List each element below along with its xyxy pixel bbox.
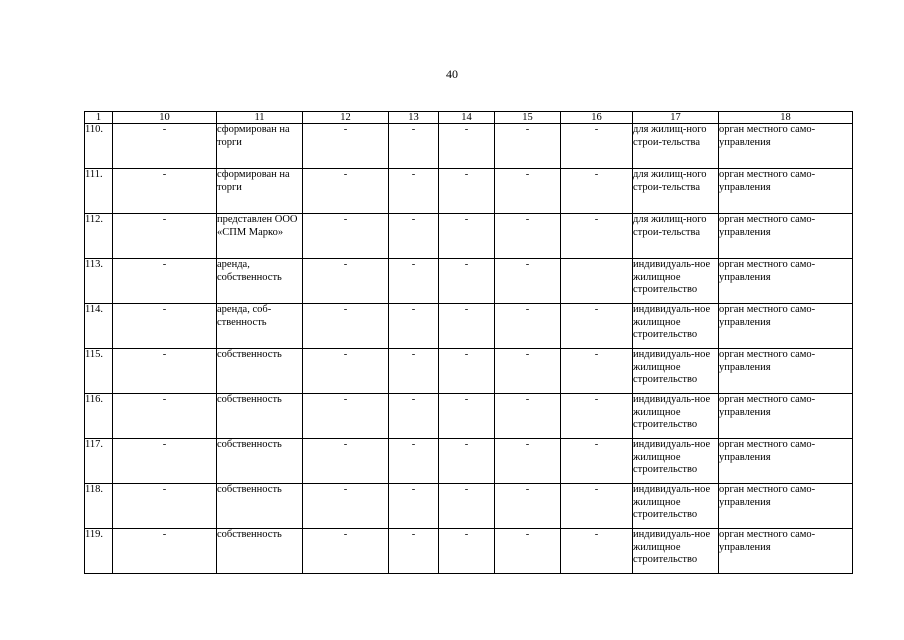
cell-col-18: орган местного само-управления <box>719 259 853 304</box>
row-number: 112. <box>85 214 113 259</box>
cell-col-15: - <box>495 484 561 529</box>
cell-col-14: - <box>439 349 495 394</box>
cell-col-10: - <box>113 124 217 169</box>
row-number: 117. <box>85 439 113 484</box>
cell-col-11: собственность <box>217 529 303 574</box>
cell-col-11: собственность <box>217 394 303 439</box>
cell-col-13: - <box>389 259 439 304</box>
cell-col-15: - <box>495 259 561 304</box>
cell-col-18: орган местного само-управления <box>719 349 853 394</box>
cell-col-12: - <box>303 349 389 394</box>
cell-col-12: - <box>303 124 389 169</box>
cell-col-16: - <box>561 484 633 529</box>
column-header-17: 17 <box>633 112 719 124</box>
cell-col-18: орган местного само-управления <box>719 124 853 169</box>
column-header-11: 11 <box>217 112 303 124</box>
cell-col-15: - <box>495 169 561 214</box>
cell-col-10: - <box>113 439 217 484</box>
row-number: 116. <box>85 394 113 439</box>
cell-col-12: - <box>303 304 389 349</box>
cell-col-14: - <box>439 124 495 169</box>
column-header-12: 12 <box>303 112 389 124</box>
cell-col-11: собственность <box>217 439 303 484</box>
cell-col-12: - <box>303 484 389 529</box>
cell-col-18: орган местного само-управления <box>719 439 853 484</box>
cell-col-14: - <box>439 214 495 259</box>
cell-col-12: - <box>303 214 389 259</box>
cell-col-13: - <box>389 124 439 169</box>
column-header-15: 15 <box>495 112 561 124</box>
cell-col-15: - <box>495 214 561 259</box>
cell-col-15: - <box>495 439 561 484</box>
cell-col-13: - <box>389 214 439 259</box>
cell-col-13: - <box>389 529 439 574</box>
cell-col-10: - <box>113 169 217 214</box>
table-row <box>85 124 853 169</box>
cell-col-13: - <box>389 169 439 214</box>
cell-col-11: собственность <box>217 484 303 529</box>
cell-col-15: - <box>495 529 561 574</box>
row-number: 113. <box>85 259 113 304</box>
cell-col-17: индивидуаль-ное жилищное строительство <box>633 439 719 484</box>
table-row <box>85 529 853 574</box>
cell-col-14: - <box>439 529 495 574</box>
cell-col-17: индивидуаль-ное жилищное строительство <box>633 529 719 574</box>
cell-col-16: - <box>561 214 633 259</box>
cell-col-16: - <box>561 304 633 349</box>
column-header-13: 13 <box>389 112 439 124</box>
cell-col-17: для жилищ-ного строи-тельства <box>633 169 719 214</box>
column-header-1: 1 <box>85 112 113 124</box>
cell-col-10: - <box>113 529 217 574</box>
cell-col-18: орган местного само-управления <box>719 214 853 259</box>
cell-col-18: орган местного само-управления <box>719 529 853 574</box>
cell-col-12: - <box>303 394 389 439</box>
cell-col-17: индивидуаль-ное жилищное строительство <box>633 259 719 304</box>
cell-col-16: - <box>561 394 633 439</box>
row-number: 110. <box>85 124 113 169</box>
cell-col-15: - <box>495 349 561 394</box>
table-row <box>85 349 853 394</box>
row-number: 114. <box>85 304 113 349</box>
cell-col-14: - <box>439 484 495 529</box>
table-row <box>85 394 853 439</box>
table-row <box>85 304 853 349</box>
cell-col-16: - <box>561 124 633 169</box>
cell-col-14: - <box>439 304 495 349</box>
row-number: 111. <box>85 169 113 214</box>
cell-col-10: - <box>113 394 217 439</box>
cell-col-10: - <box>113 214 217 259</box>
cell-col-17: индивидуаль-ное жилищное строительство <box>633 349 719 394</box>
cell-col-16 <box>561 259 633 304</box>
cell-col-17: индивидуаль-ное жилищное строительство <box>633 304 719 349</box>
cell-col-17: для жилищ-ного строи-тельства <box>633 124 719 169</box>
table-row <box>85 259 853 304</box>
row-number: 115. <box>85 349 113 394</box>
cell-col-13: - <box>389 349 439 394</box>
cell-col-15: - <box>495 394 561 439</box>
cell-col-16: - <box>561 169 633 214</box>
cell-col-12: - <box>303 169 389 214</box>
row-number: 119. <box>85 529 113 574</box>
cell-col-18: орган местного само-управления <box>719 169 853 214</box>
cell-col-11: сформирован на торги <box>217 124 303 169</box>
column-header-18: 18 <box>719 112 853 124</box>
cell-col-15: - <box>495 124 561 169</box>
cell-col-18: орган местного само-управления <box>719 394 853 439</box>
column-header-16: 16 <box>561 112 633 124</box>
table-row <box>85 484 853 529</box>
cell-col-10: - <box>113 484 217 529</box>
cell-col-11: сформирован на торги <box>217 169 303 214</box>
cell-col-14: - <box>439 259 495 304</box>
header-row <box>85 112 853 124</box>
cell-col-13: - <box>389 394 439 439</box>
cell-col-11: представлен ООО «СПМ Марко» <box>217 214 303 259</box>
row-number: 118. <box>85 484 113 529</box>
data-table <box>84 111 853 574</box>
cell-col-12: - <box>303 529 389 574</box>
cell-col-14: - <box>439 394 495 439</box>
cell-col-13: - <box>389 439 439 484</box>
cell-col-11: собственность <box>217 349 303 394</box>
cell-col-17: для жилищ-ного строи-тельства <box>633 214 719 259</box>
table-row <box>85 214 853 259</box>
cell-col-18: орган местного само-управления <box>719 304 853 349</box>
cell-col-18: орган местного само-управления <box>719 484 853 529</box>
cell-col-10: - <box>113 259 217 304</box>
cell-col-14: - <box>439 169 495 214</box>
table-row <box>85 169 853 214</box>
cell-col-17: индивидуаль-ное жилищное строительство <box>633 394 719 439</box>
cell-col-16: - <box>561 529 633 574</box>
table-row <box>85 439 853 484</box>
cell-col-11: аренда, соб-ственность <box>217 304 303 349</box>
cell-col-14: - <box>439 439 495 484</box>
cell-col-16: - <box>561 439 633 484</box>
cell-col-10: - <box>113 349 217 394</box>
cell-col-12: - <box>303 259 389 304</box>
cell-col-12: - <box>303 439 389 484</box>
table-body <box>85 124 853 574</box>
cell-col-10: - <box>113 304 217 349</box>
page-number: 40 <box>446 67 458 81</box>
cell-col-13: - <box>389 484 439 529</box>
cell-col-13: - <box>389 304 439 349</box>
column-header-10: 10 <box>113 112 217 124</box>
cell-col-11: аренда, собственность <box>217 259 303 304</box>
column-header-14: 14 <box>439 112 495 124</box>
cell-col-15: - <box>495 304 561 349</box>
cell-col-17: индивидуаль-ное жилищное строительство <box>633 484 719 529</box>
cell-col-16: - <box>561 349 633 394</box>
